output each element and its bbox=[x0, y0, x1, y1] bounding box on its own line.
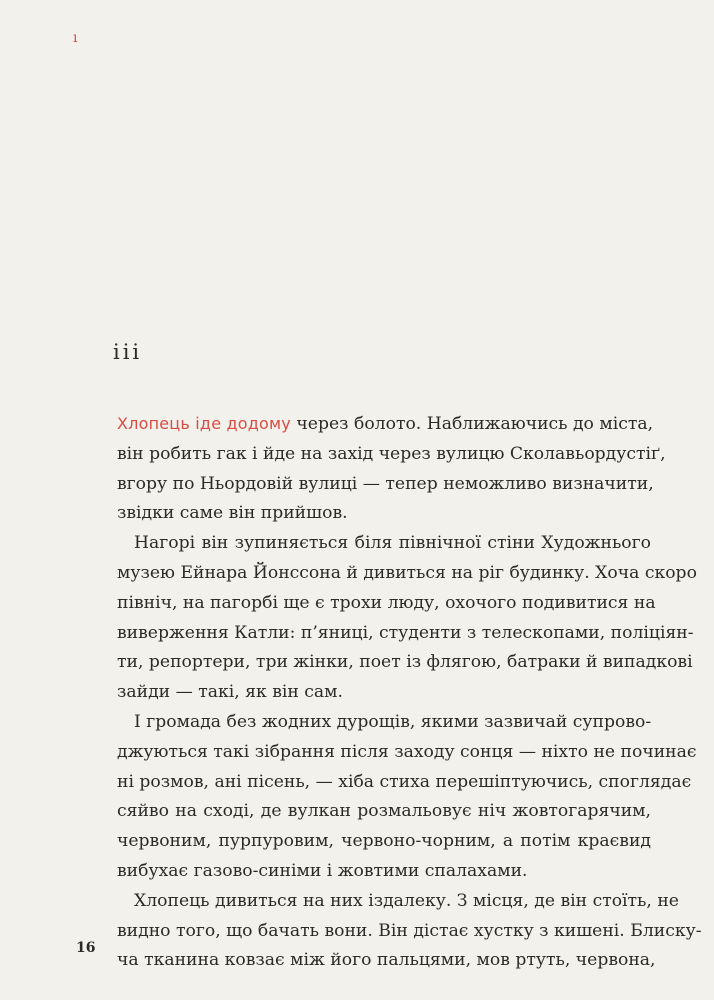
text-line: сяйво на сході, де вулкан розмальовує ніч жовтогарячим, bbox=[117, 801, 651, 822]
text-line: музею Ейнара Йонссона й дивиться на ріг будинку. Хоча скоро bbox=[117, 562, 697, 583]
text-line: вгору по Ньордовій вулиці — тепер неможливо визначити, bbox=[117, 473, 654, 494]
text-line: Нагорі він зупиняється біля північної стіни Художнього bbox=[134, 533, 651, 554]
paragraph bbox=[117, 529, 697, 708]
text-line: Хлопець дивиться на них іздалеку. З місця, де він стоїть, не bbox=[134, 890, 679, 911]
text-line: джуються такі зібрання після заходу сонця — ніхто не починає bbox=[117, 741, 697, 762]
text-line: ні розмов, ані пісень, — хіба стиха перешіптуючись, споглядає bbox=[117, 771, 692, 792]
text-line: північ, на пагорбі ще є трохи люду, охочого подивитися на bbox=[117, 592, 656, 613]
page-number: 16 bbox=[76, 940, 96, 956]
text-line: видно того, що бачать вони. Він дістає хустку з кишені. Блиску- bbox=[117, 920, 702, 941]
text-line: вибухає газово-синіми і жовтими спалахами. bbox=[117, 860, 528, 881]
paragraph bbox=[117, 887, 702, 976]
paragraph bbox=[117, 708, 697, 887]
text-line-rest: через болото. Наближаючись до міста, bbox=[290, 414, 654, 434]
text-line: ча тканина ковзає між його пальцями, мов ртуть, червона, bbox=[117, 950, 656, 971]
text-line: ти, репортери, три жінки, поет із флягою, батраки й випадкові bbox=[117, 652, 693, 673]
text-line: він робить гак і йде на захід через вулицю Сколавьордустіґ, bbox=[117, 443, 666, 464]
paragraph bbox=[117, 409, 666, 529]
text-line: зайди — такі, як він сам. bbox=[117, 682, 343, 703]
text-line: звідки саме він прийшов. bbox=[117, 503, 348, 524]
text-line: червоним, пурпуровим, червоно-чорним, а потім краєвид bbox=[117, 831, 651, 852]
text-line bbox=[117, 409, 654, 440]
text-line: виверження Катли: п’яниці, студенти з телескопами, поліціян- bbox=[117, 622, 694, 643]
lead-in-text: Хлопець іде додому bbox=[117, 414, 291, 433]
section-numeral: iii bbox=[113, 340, 143, 364]
text-line: І громада без жодних дурощів, якими зазвичай супрово- bbox=[134, 711, 652, 732]
body-text bbox=[117, 409, 702, 976]
corner-mark: ı bbox=[73, 30, 78, 46]
